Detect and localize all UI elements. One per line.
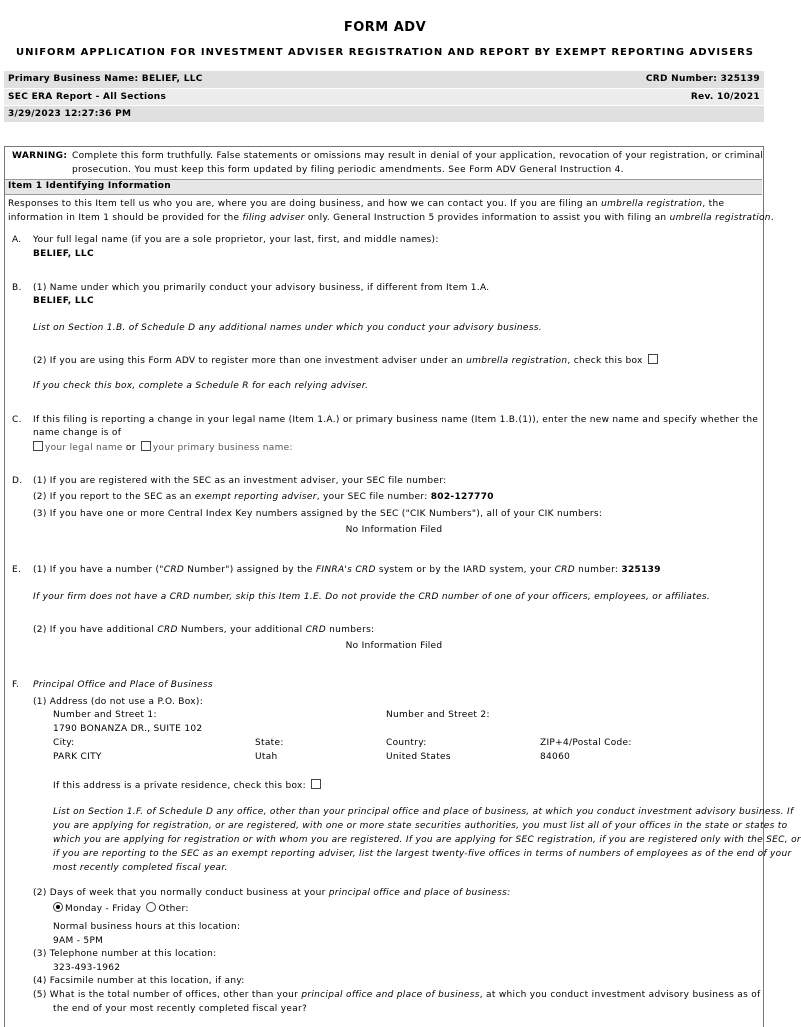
- street1-value: 1790 BONANZA DR., SUITE 102: [53, 724, 203, 734]
- city-label: City:: [53, 738, 75, 748]
- item-d2: (2) If you report to the SEC as an exempt reporting adviser, your SEC file number: 802-127770: [33, 492, 494, 502]
- item1-intro-1: Responses to this Item tell us who you are, where you are doing business, and how we can contact you. If you are filing an umbrella registration, the: [8, 199, 725, 209]
- item1-intro-2: information in Item 1 should be provided for the filing adviser only. General Instruction 5 provides information to assist you with filing an umbrella registration.: [8, 213, 774, 223]
- crd-number: CRD Number: 325139: [645, 74, 760, 84]
- item-b1-note: List on Section 1.B. of Schedule D any additional names under which you conduct your advisory business.: [33, 323, 542, 333]
- item-c-line-1: If this filing is reporting a change in your legal name (Item 1.A.) or primary business name (Item 1.B.(1)), enter the new name and specify whether the: [33, 415, 759, 425]
- item1-heading: Item 1 Identifying Information: [8, 181, 171, 191]
- form-subtitle: UNIFORM APPLICATION FOR INVESTMENT ADVISER REGISTRATION AND REPORT BY EXEMPT REPORTING ADVISERS: [16, 47, 754, 58]
- zip-label: ZIP+4/Postal Code:: [540, 738, 632, 748]
- private-residence-checkbox[interactable]: [311, 779, 321, 789]
- hours-value: 9AM - 5PM: [53, 936, 104, 946]
- sec-file-number: 802-127770: [430, 492, 494, 502]
- state-label: State:: [255, 738, 284, 748]
- item-f-heading: Principal Office and Place of Business: [33, 680, 213, 690]
- item-b-label: B.: [12, 283, 22, 293]
- f1-note-line-4: if you are reporting to the SEC as an exempt reporting adviser, list the largest twenty-five offices in terms of numbers of employees as of the end of your: [53, 849, 792, 859]
- form-title: FORM ADV: [343, 20, 427, 35]
- item-f2-question: (2) Days of week that you normally conduct business at your principal office and place of business:: [33, 888, 511, 898]
- other-days-label: Other:: [158, 904, 189, 914]
- other-days-radio[interactable]: [146, 902, 156, 912]
- f1-note-line-1: List on Section 1.F. of Schedule D any office, other than your principal office and place of business, at which you conduct investment advisory business. If: [53, 807, 794, 817]
- legal-name-option: your legal name: [45, 443, 123, 453]
- warning-label: WARNING:: [12, 151, 68, 161]
- item-e2: (2) If you have additional CRD Numbers, your additional CRD numbers:: [33, 625, 375, 635]
- item-a-label: A.: [12, 235, 22, 245]
- timestamp: 3/29/2023 12:27:36 PM: [8, 109, 132, 119]
- country-value: United States: [386, 752, 451, 762]
- f1-note-line-2: you are applying for registration, or are registered, with one or more state securities authorities, you must list all of your offices in the state or states to: [53, 821, 788, 831]
- crd-value: 325139: [621, 565, 661, 575]
- umbrella-checkbox[interactable]: [648, 354, 658, 364]
- monday-friday-radio[interactable]: [53, 902, 63, 912]
- item-a-question: Your full legal name (if you are a sole proprietor, your last, first, and middle names):: [33, 235, 439, 245]
- item-c-options: your legal name or your primary business name:: [31, 441, 293, 453]
- state-value: Utah: [255, 752, 278, 762]
- item-f5-line-2: the end of your most recently completed fiscal year?: [53, 1004, 308, 1014]
- item-d3: (3) If you have one or more Central Index Key numbers assigned by the SEC ("CIK Numbers"), all of your CIK numbers:: [33, 509, 603, 519]
- legal-name-value: BELIEF, LLC: [33, 249, 94, 259]
- city-value: PARK CITY: [53, 752, 102, 762]
- legal-name-change-checkbox[interactable]: [33, 441, 43, 451]
- item-c-line-2: name change is of: [33, 428, 122, 438]
- item-b2-question: (2) If you are using this Form ADV to register more than one investment adviser under an umbrella registration, check this box: [33, 354, 660, 366]
- hours-label: Normal business hours at this location:: [53, 922, 241, 932]
- item-e1-note: If your firm does not have a CRD number, skip this Item 1.E. Do not provide the CRD number of one of your officers, employees, or affiliates.: [33, 592, 711, 602]
- report-type: SEC ERA Report - All Sections: [8, 92, 167, 102]
- monday-friday-label: Monday - Friday: [65, 904, 142, 914]
- additional-crd-value: No Information Filed: [345, 641, 443, 651]
- business-name-option: your primary business name:: [152, 443, 293, 453]
- item-f5-question: (5) What is the total number of offices, other than your principal office and place of business, at which you conduct investment advisory business as of: [33, 990, 761, 1000]
- warning-line-2: prosecution. You must keep this form updated by filing periodic amendments. See Form ADV General Instruction 4.: [72, 165, 624, 175]
- telephone-label: (3) Telephone number at this location:: [33, 949, 217, 959]
- country-label: Country:: [386, 738, 427, 748]
- f1-note-line-3: which you are applying for registration or with whom you are registered. If you are applying for SEC registration, if you are registered only with the SEC, or: [53, 835, 801, 845]
- business-name-value: BELIEF, LLC: [33, 296, 94, 306]
- days-options: [51, 902, 189, 914]
- revision: Rev. 10/2021: [690, 92, 760, 102]
- primary-business-name: Primary Business Name: BELIEF, LLC: [8, 74, 203, 84]
- business-name-change-checkbox[interactable]: [141, 441, 151, 451]
- item-c-label: C.: [12, 415, 22, 425]
- street2-label: Number and Street 2:: [386, 710, 490, 720]
- telephone-value: 323-493-1962: [53, 963, 121, 973]
- item-d1: (1) If you are registered with the SEC as an investment adviser, your SEC file number:: [33, 476, 447, 486]
- f1-note-line-5: most recently completed fiscal year.: [53, 863, 228, 873]
- item-e1: (1) If you have a number ("CRD Number") assigned by the FINRA's CRD system or by the IARD system, your CRD number: 325139: [33, 565, 661, 575]
- facsimile-label: (4) Facsimile number at this location, if any:: [33, 976, 245, 986]
- cik-value: No Information Filed: [345, 525, 443, 535]
- item-f1-question: (1) Address (do not use a P.O. Box):: [33, 697, 204, 707]
- private-residence-question: If this address is a private residence, check this box:: [53, 779, 323, 791]
- warning-line-1: Complete this form truthfully. False statements or omissions may result in denial of your application, revocation of your registration, or criminal: [72, 151, 764, 161]
- street1-label: Number and Street 1:: [53, 710, 157, 720]
- item-e-label: E.: [12, 565, 22, 575]
- item-f-label: F.: [12, 680, 20, 690]
- item-b1-question: (1) Name under which you primarily conduct your advisory business, if different from Item 1.A.: [33, 283, 490, 293]
- item-b2-note: If you check this box, complete a Schedule R for each relying adviser.: [33, 381, 369, 391]
- zip-value: 84060: [540, 752, 571, 762]
- item-d-label: D.: [12, 476, 23, 486]
